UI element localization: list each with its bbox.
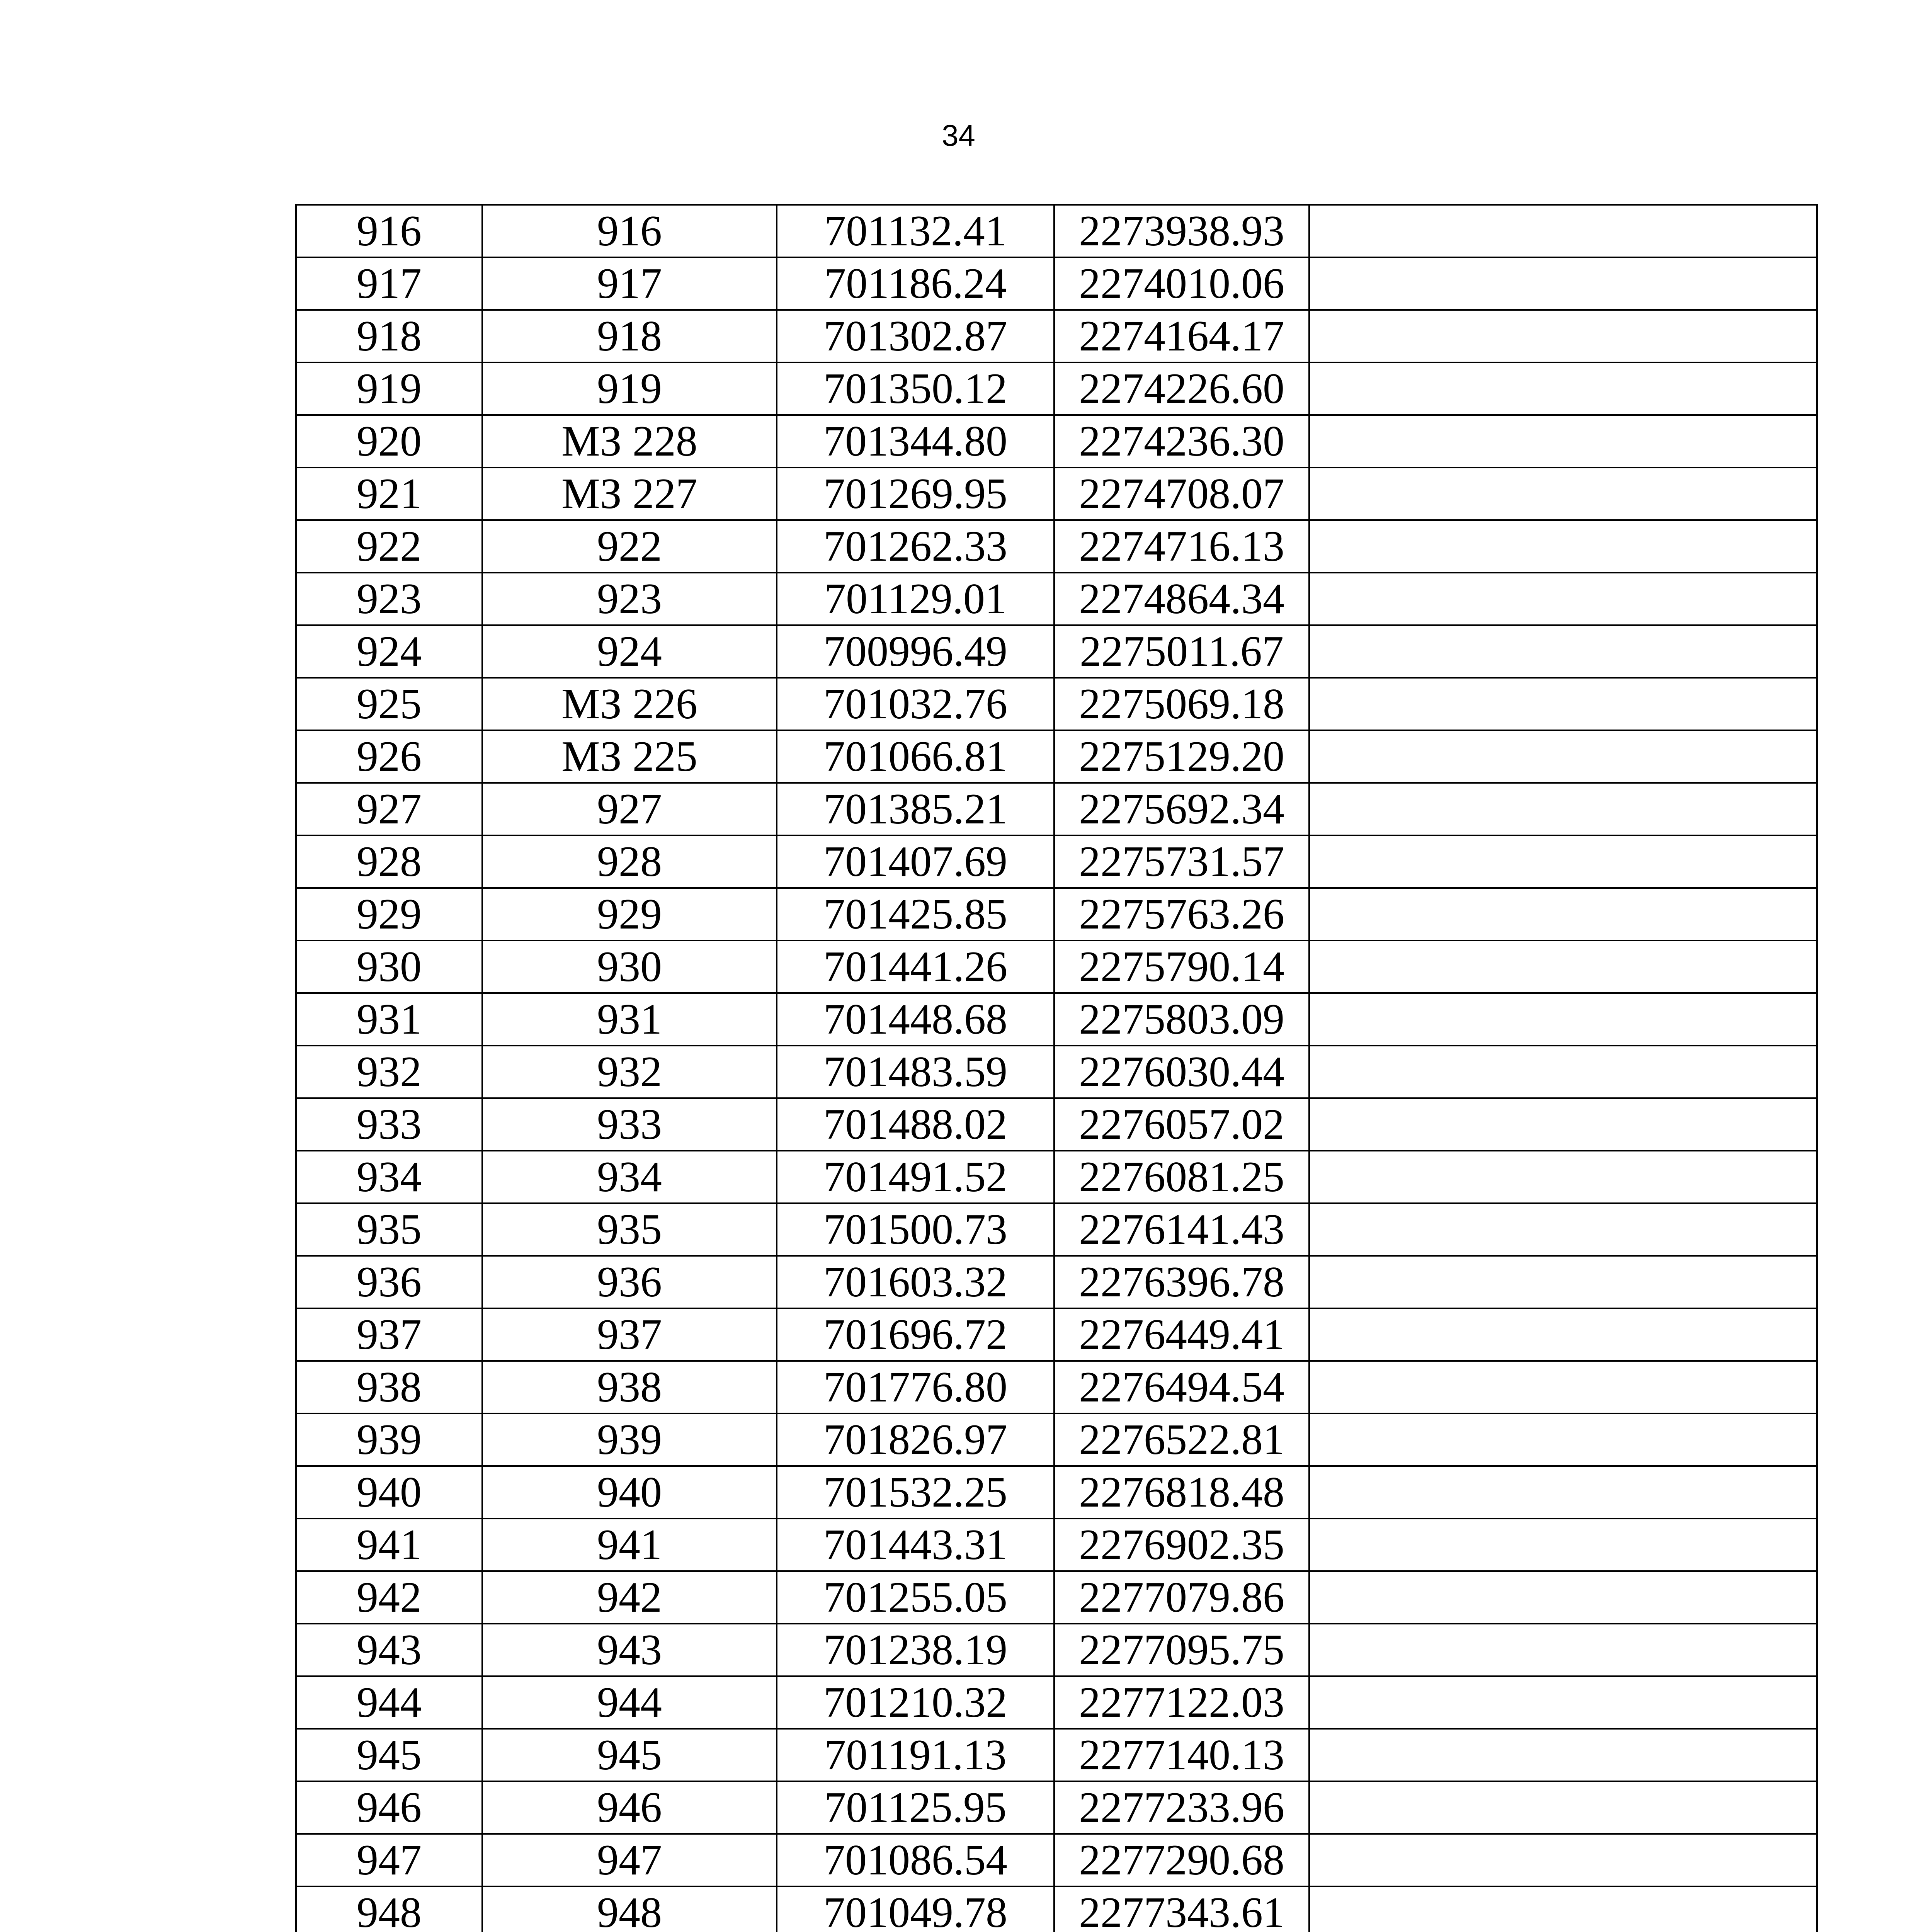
x-coordinate-cell: 701210.32: [777, 1676, 1054, 1729]
y-coordinate-cell: 2275803.09: [1054, 993, 1309, 1046]
y-coordinate-cell: 2276902.35: [1054, 1519, 1309, 1571]
note-cell: [1309, 310, 1817, 362]
point-number-cell: 934: [296, 1151, 482, 1203]
x-coordinate-cell: 701032.76: [777, 678, 1054, 730]
point-number-cell: 933: [296, 1098, 482, 1151]
table-row: [296, 993, 1817, 1046]
point-label-cell: 916: [482, 205, 777, 257]
coordinates-table-body: [296, 205, 1817, 1932]
point-label-cell: 923: [482, 573, 777, 625]
point-number-cell: 936: [296, 1256, 482, 1308]
table-row: [296, 1624, 1817, 1676]
point-label-cell: МЗ 227: [482, 468, 777, 520]
point-label-cell: 933: [482, 1098, 777, 1151]
y-coordinate-cell: 2276081.25: [1054, 1151, 1309, 1203]
x-coordinate-cell: 701350.12: [777, 362, 1054, 415]
point-number-cell: 947: [296, 1834, 482, 1886]
note-cell: [1309, 1624, 1817, 1676]
point-label-cell: 943: [482, 1624, 777, 1676]
table-row: [296, 310, 1817, 362]
y-coordinate-cell: 2277079.86: [1054, 1571, 1309, 1624]
table-row: [296, 1046, 1817, 1098]
point-number-cell: 937: [296, 1308, 482, 1361]
point-number-cell: 921: [296, 468, 482, 520]
y-coordinate-cell: 2275731.57: [1054, 835, 1309, 888]
table-row: [296, 835, 1817, 888]
table-row: [296, 468, 1817, 520]
x-coordinate-cell: 701826.97: [777, 1413, 1054, 1466]
x-coordinate-cell: 701255.05: [777, 1571, 1054, 1624]
x-coordinate-cell: 701448.68: [777, 993, 1054, 1046]
note-cell: [1309, 678, 1817, 730]
point-number-cell: 917: [296, 257, 482, 310]
point-label-cell: 932: [482, 1046, 777, 1098]
point-number-cell: 945: [296, 1729, 482, 1781]
x-coordinate-cell: 701500.73: [777, 1203, 1054, 1256]
x-coordinate-cell: 701269.95: [777, 468, 1054, 520]
note-cell: [1309, 835, 1817, 888]
x-coordinate-cell: 701262.33: [777, 520, 1054, 573]
y-coordinate-cell: 2276396.78: [1054, 1256, 1309, 1308]
y-coordinate-cell: 2274010.06: [1054, 257, 1309, 310]
point-number-cell: 938: [296, 1361, 482, 1413]
x-coordinate-cell: 701049.78: [777, 1886, 1054, 1932]
table-row: [296, 1308, 1817, 1361]
table-row: [296, 520, 1817, 573]
point-label-cell: 940: [482, 1466, 777, 1519]
point-label-cell: 941: [482, 1519, 777, 1571]
note-cell: [1309, 625, 1817, 678]
note-cell: [1309, 940, 1817, 993]
note-cell: [1309, 1203, 1817, 1256]
point-number-cell: 939: [296, 1413, 482, 1466]
point-number-cell: 924: [296, 625, 482, 678]
note-cell: [1309, 1046, 1817, 1098]
point-number-cell: 931: [296, 993, 482, 1046]
table-row: [296, 1519, 1817, 1571]
y-coordinate-cell: 2277122.03: [1054, 1676, 1309, 1729]
y-coordinate-cell: 2275069.18: [1054, 678, 1309, 730]
x-coordinate-cell: 701186.24: [777, 257, 1054, 310]
point-number-cell: 918: [296, 310, 482, 362]
table-row: [296, 1466, 1817, 1519]
x-coordinate-cell: 701125.95: [777, 1781, 1054, 1834]
x-coordinate-cell: 701776.80: [777, 1361, 1054, 1413]
y-coordinate-cell: 2277095.75: [1054, 1624, 1309, 1676]
table-row: [296, 205, 1817, 257]
table-row: [296, 1203, 1817, 1256]
point-number-cell: 948: [296, 1886, 482, 1932]
point-label-cell: 930: [482, 940, 777, 993]
x-coordinate-cell: 701302.87: [777, 310, 1054, 362]
y-coordinate-cell: 2276449.41: [1054, 1308, 1309, 1361]
table-row: [296, 257, 1817, 310]
y-coordinate-cell: 2274708.07: [1054, 468, 1309, 520]
point-label-cell: 928: [482, 835, 777, 888]
point-label-cell: 917: [482, 257, 777, 310]
table-row: [296, 1834, 1817, 1886]
y-coordinate-cell: 2275790.14: [1054, 940, 1309, 993]
point-number-cell: 932: [296, 1046, 482, 1098]
point-label-cell: 944: [482, 1676, 777, 1729]
y-coordinate-cell: 2276818.48: [1054, 1466, 1309, 1519]
point-label-cell: 942: [482, 1571, 777, 1624]
point-number-cell: 927: [296, 783, 482, 835]
point-number-cell: 916: [296, 205, 482, 257]
note-cell: [1309, 362, 1817, 415]
x-coordinate-cell: 701441.26: [777, 940, 1054, 993]
point-label-cell: 939: [482, 1413, 777, 1466]
note-cell: [1309, 573, 1817, 625]
y-coordinate-cell: 2277140.13: [1054, 1729, 1309, 1781]
note-cell: [1309, 1098, 1817, 1151]
point-number-cell: 926: [296, 730, 482, 783]
point-label-cell: 929: [482, 888, 777, 940]
point-number-cell: 928: [296, 835, 482, 888]
point-label-cell: 931: [482, 993, 777, 1046]
x-coordinate-cell: 700996.49: [777, 625, 1054, 678]
y-coordinate-cell: 2276522.81: [1054, 1413, 1309, 1466]
table-row: [296, 940, 1817, 993]
y-coordinate-cell: 2276030.44: [1054, 1046, 1309, 1098]
table-row: [296, 730, 1817, 783]
point-label-cell: МЗ 228: [482, 415, 777, 468]
point-label-cell: 935: [482, 1203, 777, 1256]
point-label-cell: 924: [482, 625, 777, 678]
point-number-cell: 922: [296, 520, 482, 573]
point-label-cell: 937: [482, 1308, 777, 1361]
x-coordinate-cell: 701129.01: [777, 573, 1054, 625]
y-coordinate-cell: 2275692.34: [1054, 783, 1309, 835]
table-row: [296, 1413, 1817, 1466]
point-label-cell: МЗ 225: [482, 730, 777, 783]
note-cell: [1309, 1729, 1817, 1781]
note-cell: [1309, 1361, 1817, 1413]
y-coordinate-cell: 2274226.60: [1054, 362, 1309, 415]
table-row: [296, 678, 1817, 730]
page-number: 34: [942, 118, 975, 152]
y-coordinate-cell: 2275011.67: [1054, 625, 1309, 678]
note-cell: [1309, 1308, 1817, 1361]
table-row: [296, 625, 1817, 678]
y-coordinate-cell: 2275129.20: [1054, 730, 1309, 783]
table-row: [296, 783, 1817, 835]
y-coordinate-cell: 2273938.93: [1054, 205, 1309, 257]
point-number-cell: 923: [296, 573, 482, 625]
note-cell: [1309, 415, 1817, 468]
point-number-cell: 919: [296, 362, 482, 415]
note-cell: [1309, 1834, 1817, 1886]
point-label-cell: 918: [482, 310, 777, 362]
x-coordinate-cell: 701483.59: [777, 1046, 1054, 1098]
note-cell: [1309, 520, 1817, 573]
point-number-cell: 942: [296, 1571, 482, 1624]
x-coordinate-cell: 701086.54: [777, 1834, 1054, 1886]
note-cell: [1309, 1256, 1817, 1308]
point-label-cell: 946: [482, 1781, 777, 1834]
x-coordinate-cell: 701491.52: [777, 1151, 1054, 1203]
y-coordinate-cell: 2275763.26: [1054, 888, 1309, 940]
y-coordinate-cell: 2274864.34: [1054, 573, 1309, 625]
x-coordinate-cell: 701488.02: [777, 1098, 1054, 1151]
x-coordinate-cell: 701344.80: [777, 415, 1054, 468]
x-coordinate-cell: 701132.41: [777, 205, 1054, 257]
point-number-cell: 920: [296, 415, 482, 468]
table-row: [296, 1729, 1817, 1781]
point-label-cell: 938: [482, 1361, 777, 1413]
point-number-cell: 946: [296, 1781, 482, 1834]
table-row: [296, 1571, 1817, 1624]
note-cell: [1309, 783, 1817, 835]
table-row: [296, 1361, 1817, 1413]
y-coordinate-cell: 2274164.17: [1054, 310, 1309, 362]
point-label-cell: 927: [482, 783, 777, 835]
point-number-cell: 929: [296, 888, 482, 940]
note-cell: [1309, 1886, 1817, 1932]
table-row: [296, 1098, 1817, 1151]
point-number-cell: 944: [296, 1676, 482, 1729]
point-number-cell: 943: [296, 1624, 482, 1676]
point-label-cell: 919: [482, 362, 777, 415]
x-coordinate-cell: 701425.85: [777, 888, 1054, 940]
table-row: [296, 1256, 1817, 1308]
note-cell: [1309, 1466, 1817, 1519]
table-row: [296, 362, 1817, 415]
x-coordinate-cell: 701407.69: [777, 835, 1054, 888]
note-cell: [1309, 1151, 1817, 1203]
y-coordinate-cell: 2277343.61: [1054, 1886, 1309, 1932]
point-label-cell: 948: [482, 1886, 777, 1932]
note-cell: [1309, 1413, 1817, 1466]
x-coordinate-cell: 701532.25: [777, 1466, 1054, 1519]
point-label-cell: 922: [482, 520, 777, 573]
note-cell: [1309, 1676, 1817, 1729]
note-cell: [1309, 1571, 1817, 1624]
x-coordinate-cell: 701696.72: [777, 1308, 1054, 1361]
x-coordinate-cell: 701066.81: [777, 730, 1054, 783]
point-label-cell: 936: [482, 1256, 777, 1308]
point-number-cell: 940: [296, 1466, 482, 1519]
point-label-cell: 934: [482, 1151, 777, 1203]
x-coordinate-cell: 701443.31: [777, 1519, 1054, 1571]
table-row: [296, 573, 1817, 625]
y-coordinate-cell: 2274716.13: [1054, 520, 1309, 573]
table-row: [296, 415, 1817, 468]
y-coordinate-cell: 2276494.54: [1054, 1361, 1309, 1413]
note-cell: [1309, 1519, 1817, 1571]
table-row: [296, 1151, 1817, 1203]
note-cell: [1309, 205, 1817, 257]
point-label-cell: МЗ 226: [482, 678, 777, 730]
y-coordinate-cell: 2276057.02: [1054, 1098, 1309, 1151]
note-cell: [1309, 993, 1817, 1046]
note-cell: [1309, 1781, 1817, 1834]
y-coordinate-cell: 2274236.30: [1054, 415, 1309, 468]
x-coordinate-cell: 701603.32: [777, 1256, 1054, 1308]
point-number-cell: 930: [296, 940, 482, 993]
x-coordinate-cell: 701191.13: [777, 1729, 1054, 1781]
table-row: [296, 888, 1817, 940]
note-cell: [1309, 468, 1817, 520]
table-row: [296, 1676, 1817, 1729]
point-label-cell: 945: [482, 1729, 777, 1781]
y-coordinate-cell: 2277290.68: [1054, 1834, 1309, 1886]
note-cell: [1309, 257, 1817, 310]
y-coordinate-cell: 2276141.43: [1054, 1203, 1309, 1256]
point-label-cell: 947: [482, 1834, 777, 1886]
coordinates-table: [295, 204, 1818, 1932]
point-number-cell: 941: [296, 1519, 482, 1571]
x-coordinate-cell: 701238.19: [777, 1624, 1054, 1676]
table-row: [296, 1781, 1817, 1834]
note-cell: [1309, 730, 1817, 783]
point-number-cell: 935: [296, 1203, 482, 1256]
x-coordinate-cell: 701385.21: [777, 783, 1054, 835]
point-number-cell: 925: [296, 678, 482, 730]
y-coordinate-cell: 2277233.96: [1054, 1781, 1309, 1834]
note-cell: [1309, 888, 1817, 940]
table-row: [296, 1886, 1817, 1932]
